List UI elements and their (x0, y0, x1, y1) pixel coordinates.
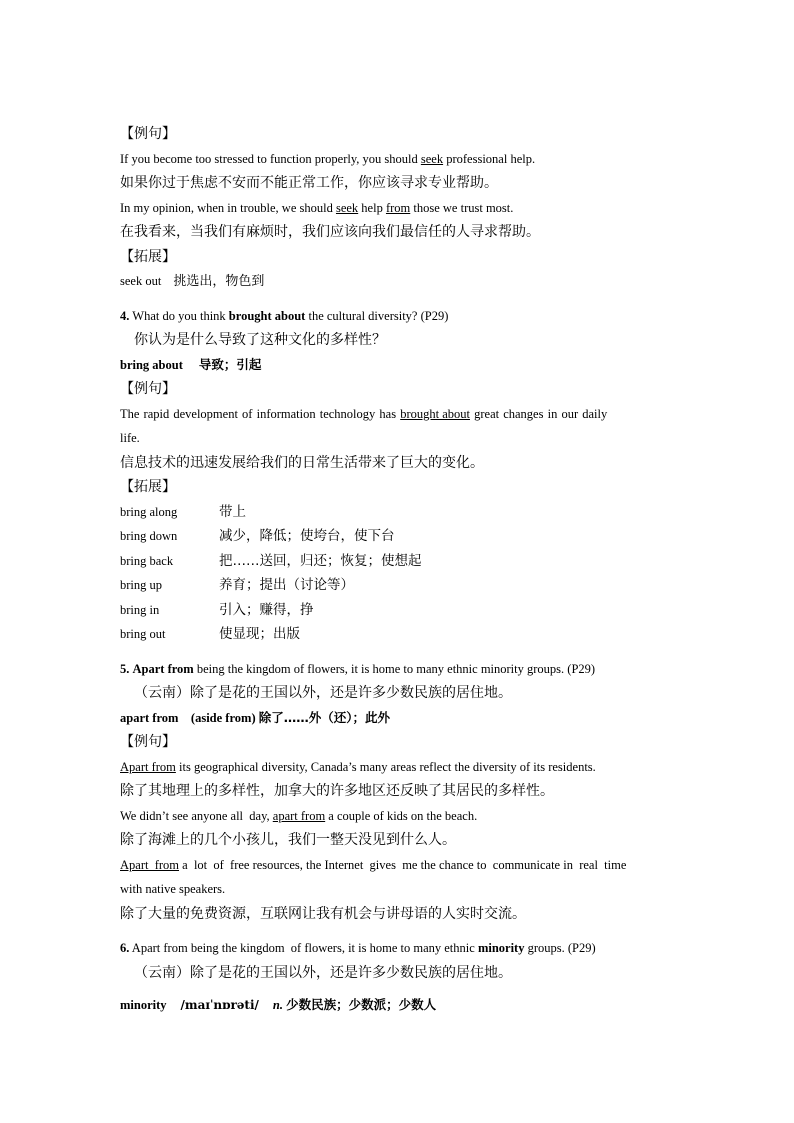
item-4-translation: 你认为是什么导致了这种文化的多样性？ (134, 332, 386, 348)
example-translation: 除了海滩上的几个小孩儿，我们一整天没见到什么人。 (120, 832, 456, 848)
example-sentence: The rapid development of information technology has brought about great changes in our daily (120, 406, 608, 421)
document-page (120, 122, 680, 1018)
extension-label: 【拓展】 (120, 248, 176, 265)
example-sentence-cont: with native speakers. (120, 882, 226, 896)
item-4-question: 4. What do you think brought about the cultural diversity? (P29) (120, 308, 449, 323)
item-5-question: 5. Apart from being the kingdom of flowers, it is home to many ethnic minority groups. (P29) (120, 661, 596, 676)
extension-label: 【拓展】 (120, 479, 176, 495)
extension-phrase: seek out 挑选出，物色到 (120, 274, 265, 289)
phrase-row: bring in 引入；赚得，挣 (120, 601, 314, 618)
item-6-question: 6. Apart from being the kingdom of flowers, it is home to many ethnic minority groups. (P29) (120, 941, 596, 955)
phrase-row: bring back 把……送回，归还；恢复；使想起 (120, 552, 422, 569)
example-translation: 除了大量的免费资源，互联网让我有机会与讲母语的人实时交流。 (120, 905, 526, 922)
example-label: 【例句】 (120, 126, 176, 142)
example-translation: 在我看来，当我们有麻烦时，我们应该向我们最信任的人寻求帮助。 (120, 224, 540, 240)
phrase-row: bring out 使显现；出版 (120, 626, 300, 642)
example-label: 【例句】 (120, 381, 176, 397)
example-sentence: If you become too stressed to function properly, you should seek professional help. (120, 151, 536, 166)
item-5-term: apart from (aside from) 除了……外（还）；此外 (120, 709, 391, 725)
phonetic: /maɪˈnɒrəti/ (180, 998, 259, 1012)
phrase-list (120, 500, 680, 647)
example-label: 【例句】 (120, 734, 176, 750)
example-translation: 如果你过于焦虑不安而不能正常工作，你应该寻求专业帮助。 (120, 175, 498, 191)
item-6-translation: （云南）除了是花的王国以外，还是许多少数民族的居住地。 (134, 964, 512, 981)
example-translation: 除了其地理上的多样性，加拿大的许多地区还反映了其居民的多样性。 (120, 783, 554, 799)
phrase-row: bring up 养育；提出（讨论等） (120, 577, 354, 593)
example-sentence: Apart from its geographical diversity, Canada’s many areas reflect the diversity of its residents. (120, 759, 596, 774)
example-sentence: Apart from a lot of free resources, the Internet gives me the chance to communicate in real time (120, 857, 627, 872)
example-translation: 信息技术的迅速发展给我们的日常生活带来了巨大的变化。 (120, 454, 484, 471)
item-5-translation: （云南）除了是花的王国以外，还是许多少数民族的居住地。 (134, 685, 512, 701)
item-6-term: minority /maɪˈnɒrəti/ n. 少数民族；少数派；少数人 (120, 997, 437, 1012)
phrase-row: bring down 减少，降低；使垮台，使下台 (120, 528, 395, 544)
example-sentence-cont: life. (120, 431, 140, 445)
example-sentence: We didn’t see anyone all day, apart from a couple of kids on the beach. (120, 808, 478, 823)
phrase-row: bring along 带上 (120, 503, 246, 520)
example-sentence: In my opinion, when in trouble, we should seek help from those we trust most. (120, 200, 514, 215)
item-4-term: bring about 导致；引起 (120, 356, 262, 372)
